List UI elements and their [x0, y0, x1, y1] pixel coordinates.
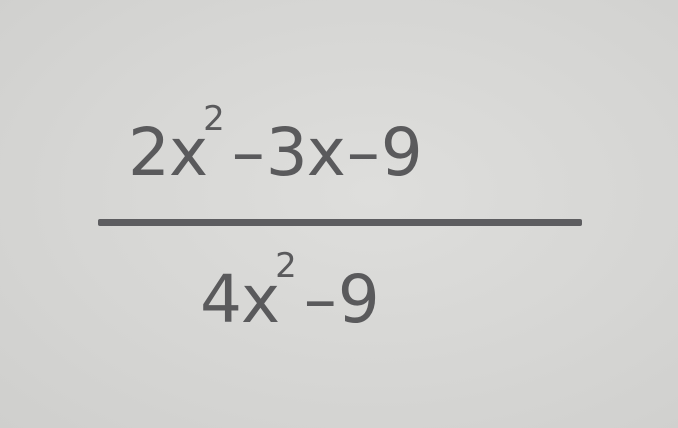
numerator: [128, 99, 422, 198]
denominator-term1-exponent: 2: [275, 246, 296, 286]
numerator-minus-2: –: [346, 114, 379, 191]
denominator-term2: 9: [337, 261, 379, 338]
fraction-bar: [98, 219, 582, 226]
denominator: [200, 246, 379, 345]
denominator-minus-1: –: [303, 261, 336, 338]
numerator-minus-1: –: [231, 114, 264, 191]
numerator-term1-base: 2x: [128, 114, 208, 191]
denominator-term1-base: 4x: [200, 261, 280, 338]
numerator-term3: 9: [380, 114, 422, 191]
numerator-term1-exponent: 2: [203, 99, 224, 139]
numerator-term2: 3x: [265, 114, 345, 191]
